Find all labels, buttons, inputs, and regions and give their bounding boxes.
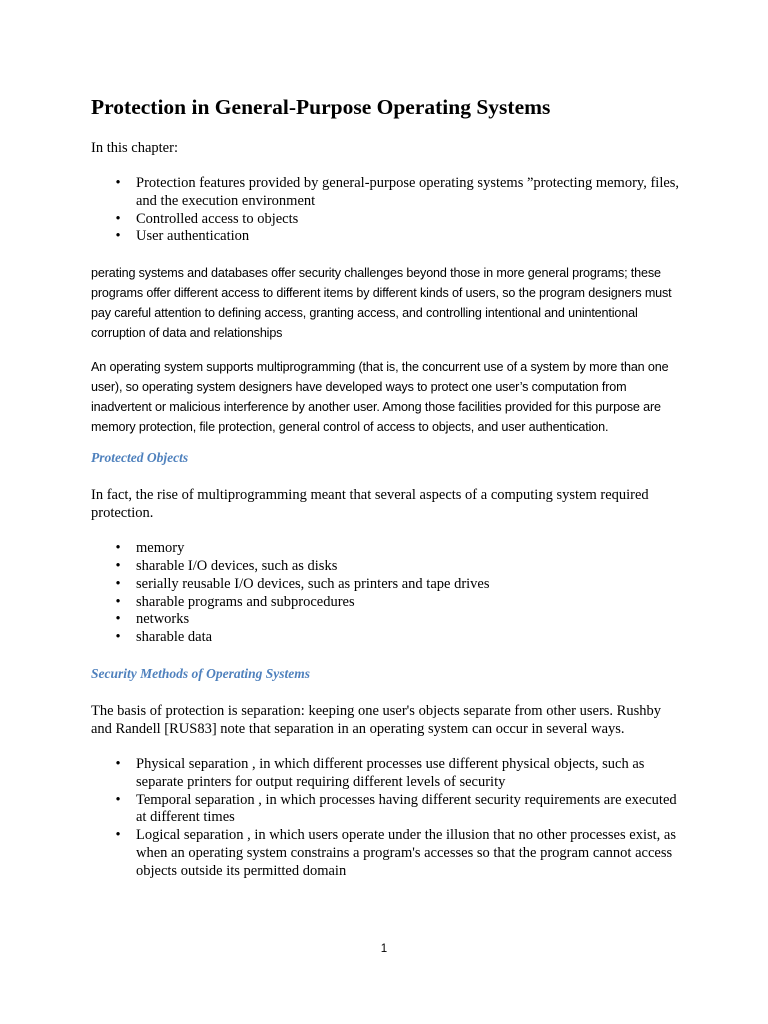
bullet-icon: • <box>115 629 121 646</box>
page-number: 1 <box>380 943 388 955</box>
bullet-icon: • <box>115 755 121 772</box>
list-item: • Protection features provided by general-purpose operating systems ”protecting memory, files, and the execution environment <box>91 175 681 211</box>
list-item: • sharable programs and subprocedures <box>91 594 681 612</box>
bullet-icon: • <box>115 540 121 557</box>
bullet-icon: • <box>115 593 121 610</box>
paragraph-1: perating systems and databases offer security challenges beyond those in more general programs; these programs offer different access to different items by different kinds of users, so the program designers must pay careful attention to defining access, granting access, and controlling intentional and unintentional corruption of data and relationships <box>91 266 672 341</box>
list-item: • Controlled access to objects <box>91 211 681 229</box>
separation-methods-list <box>91 756 681 881</box>
bullet-icon: • <box>115 611 121 628</box>
list-item: • networks <box>91 611 681 629</box>
page-title: Protection in General-Purpose Operating Systems <box>91 95 551 119</box>
section-heading-protected-objects: Protected Objects <box>91 450 189 466</box>
bullet-icon: • <box>115 210 121 227</box>
list-item: • sharable data <box>91 629 681 647</box>
bullet-icon: • <box>115 827 121 844</box>
page-content <box>91 93 681 881</box>
bullet-icon: • <box>115 791 121 808</box>
list-item: • Logical separation , in which users operate under the illusion that no other processes exist, as when an operating system constrains a program's accesses so that the program cannot access objects outside its permitted domain <box>91 827 681 880</box>
list-item: • User authentication <box>91 228 681 246</box>
bullet-icon: • <box>115 175 121 191</box>
list-item: • Physical separation , in which different processes use different physical objects, such as separate printers for output requiring different levels of security <box>91 756 681 792</box>
intro-text: In this chapter: <box>91 140 178 156</box>
list-item: • Temporal separation , in which processes having different security requirements are executed at different times <box>91 792 681 828</box>
section-heading-security-methods: Security Methods of Operating Systems <box>91 665 311 681</box>
list-item: • sharable I/O devices, such as disks <box>91 558 681 576</box>
bullet-icon: • <box>115 228 121 245</box>
section-2-text: The basis of protection is separation: keeping one user's objects separate from other users. Rushby and Randell [RUS83] note that separation in an operating system can occur in several ways. <box>91 702 661 737</box>
paragraph-2: An operating system supports multiprogramming (that is, the concurrent use of a system by more than one user), so operating system designers have developed ways to protect one user’s computation from inadvertent or malicious interference by another user. Among those facilities provided for this purpose are memory protection, file protection, general control of access to objects, and user authentication. <box>91 360 669 435</box>
list-item: • memory <box>91 540 681 558</box>
list-item: • serially reusable I/O devices, such as printers and tape drives <box>91 576 681 594</box>
chapter-items-list <box>91 175 681 246</box>
bullet-icon: • <box>115 557 121 574</box>
section-1-text: In fact, the rise of multiprogramming meant that several aspects of a computing system required protection. <box>91 487 649 522</box>
protected-objects-list <box>91 540 681 647</box>
bullet-icon: • <box>115 575 121 592</box>
